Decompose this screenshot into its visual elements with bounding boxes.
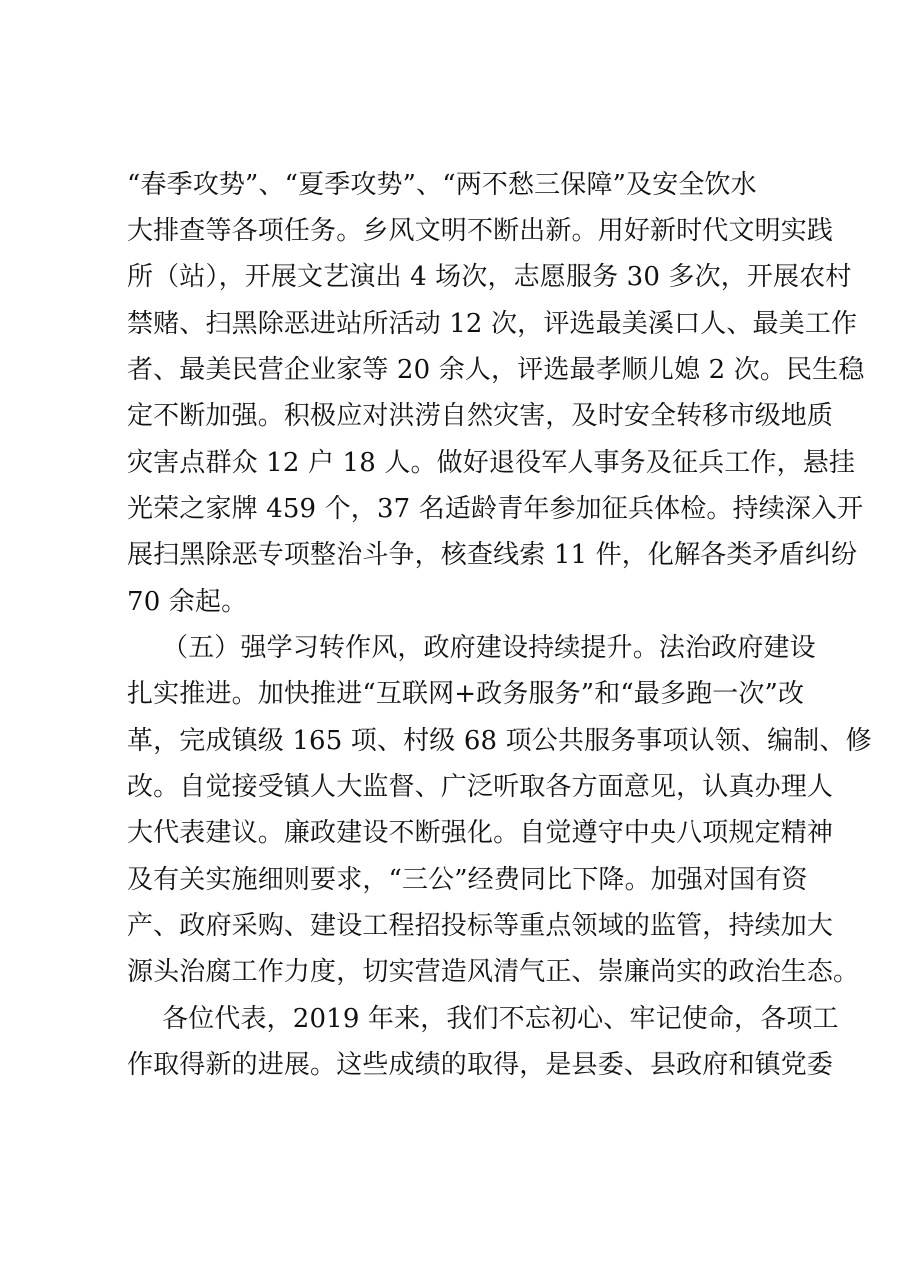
text-line: 大排查等各项任务。乡风文明不断出新。用好新时代文明实践 (127, 216, 834, 246)
text-line: 产、政府采购、建设工程招投标等重点领域的监管，持续加大 (127, 911, 834, 941)
text-line: 70 余起。 (127, 587, 248, 617)
text-line: “春季攻势”、“夏季攻势”、“两不愁三保障”及安全饮水 (127, 170, 757, 200)
text-line: 作取得新的进展。这些成绩的取得，是县委、县政府和镇党委 (127, 1050, 834, 1080)
text-line: 展扫黑除恶专项整治斗争，核查线索 11 件，化解各类矛盾纠纷 (127, 540, 858, 570)
text-line: 及有关实施细则要求，“三公”经费同比下降。加强对国有资 (127, 865, 808, 895)
text-line: 禁赌、扫黑除恶进站所活动 12 次，评选最美溪口人、最美工作 (127, 309, 858, 339)
text-line: 光荣之家牌 459 个，37 名适龄青年参加征兵体检。持续深入开 (127, 494, 864, 524)
text-line: 所（站），开展文艺演出 4 场次，志愿服务 30 多次，开展农村 (127, 262, 852, 292)
text-line: 革，完成镇级 165 项、村级 68 项公共服务事项认领、编制、修 (127, 726, 872, 756)
section-heading-line: （五）强学习转作风，政府建设持续提升。法治政府建设 (162, 633, 816, 663)
text-line: 扎实推进。加快推进“互联网+政务服务”和“最多跑一次”改 (127, 679, 805, 709)
text-line: 定不断加强。积极应对洪涝自然灾害，及时安全转移市级地质 (127, 401, 834, 431)
text-line: 源头治腐工作力度，切实营造风清气正、崇廉尚实的政治生态。 (127, 957, 860, 987)
text-line: 改。自觉接受镇人大监督、广泛听取各方面意见，认真办理人 (127, 772, 834, 802)
paragraph-start-line: 各位代表，2019 年来，我们不忘初心、牢记使命，各项工 (162, 1004, 839, 1034)
text-line: 者、最美民营企业家等 20 余人，评选最孝顺儿媳 2 次。民生稳 (127, 355, 865, 385)
text-line: 灾害点群众 12 户 18 人。做好退役军人事务及征兵工作，悬挂 (127, 448, 856, 478)
text-line: 大代表建议。廉政建设不断强化。自觉遵守中央八项规定精神 (127, 818, 834, 848)
